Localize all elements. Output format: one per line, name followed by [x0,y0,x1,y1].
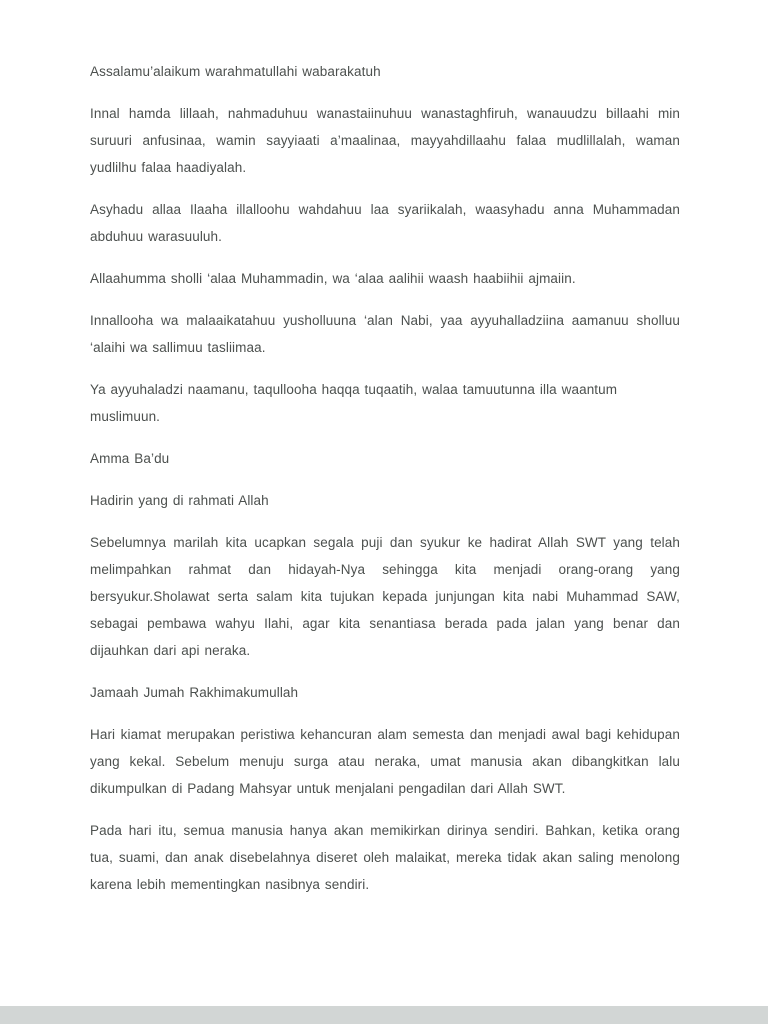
paragraph-shahada: Asyhadu allaa Ilaaha illalloohu wahdahuu laa syariikalah, waasyhadu anna Muhammadan abduhuu warasuuluh. [90,202,680,244]
document-body [90,58,680,898]
paragraph-salawat: Allaahumma sholli ‘alaa Muhammadin, wa ‘alaa aalihii waash haabiihii ajmaiin. [90,271,576,286]
paragraph-greeting-audience: Hadirin yang di rahmati Allah [90,493,269,508]
paragraph-amma-badu: Amma Ba’du [90,451,170,466]
paragraph-selfishness: Pada hari itu, semua manusia hanya akan memikirkan dirinya sendiri. Bahkan, ketika orang tua, suami, dan anak disebelahnya diseret oleh malaikat, mereka tidak akan saling menolong karena lebih mementingkan nasibnya sendiri. [90,823,680,892]
paragraph-salutation: Assalamu’alaikum warahmatullahi wabarakatuh [90,64,381,79]
paragraph-quran-verse-1: Innallooha wa malaaikatahuu yusholluuna ‘alan Nabi, yaa ayyuhalladziina aamanuu sholluu ‘alaihi wa sallimuu tasliimaa. [90,313,680,355]
paragraph-gratitude: Sebelumnya marilah kita ucapkan segala puji dan syukur ke hadirat Allah SWT yang telah melimpahkan rahmat dan hidayah-Nya sehingga kita menjadi orang-orang yang bersyukur.Sholawat serta salam kita tujukan kepada junjungan kita nabi Muhammad SAW, sebagai pembawa wahyu Ilahi, agar kita senantiasa berada pada jalan yang benar dan dijauhkan dari api neraka. [90,535,680,658]
paragraph-judgment-day: Hari kiamat merupakan peristiwa kehancuran alam semesta dan menjadi awal bagi kehidupan yang kekal. Sebelum menuju surga atau neraka, umat manusia akan dibangkitkan lalu dikumpulkan di Padang Mahsyar untuk menjalani pengadilan dari Allah SWT. [90,727,680,796]
paragraph-quran-verse-2: Ya ayyuhaladzi naamanu, taqullooha haqqa tuqaatih, walaa tamuutunna illa waantum muslimuun. [90,382,618,424]
paragraph-opening-praise: Innal hamda lillaah, nahmaduhuu wanastaiinuhuu wanastaghfiruh, wanauudzu billaahi min suruuri anfusinaa, wamin sayyiaati a’maalinaa, mayyahdillaahu falaa mudlillalah, waman yudlilhu falaa haadiyalah. [90,106,680,175]
page-bottom-edge [0,1006,768,1024]
paragraph-jamaah-greeting: Jamaah Jumah Rakhimakumullah [90,685,299,700]
